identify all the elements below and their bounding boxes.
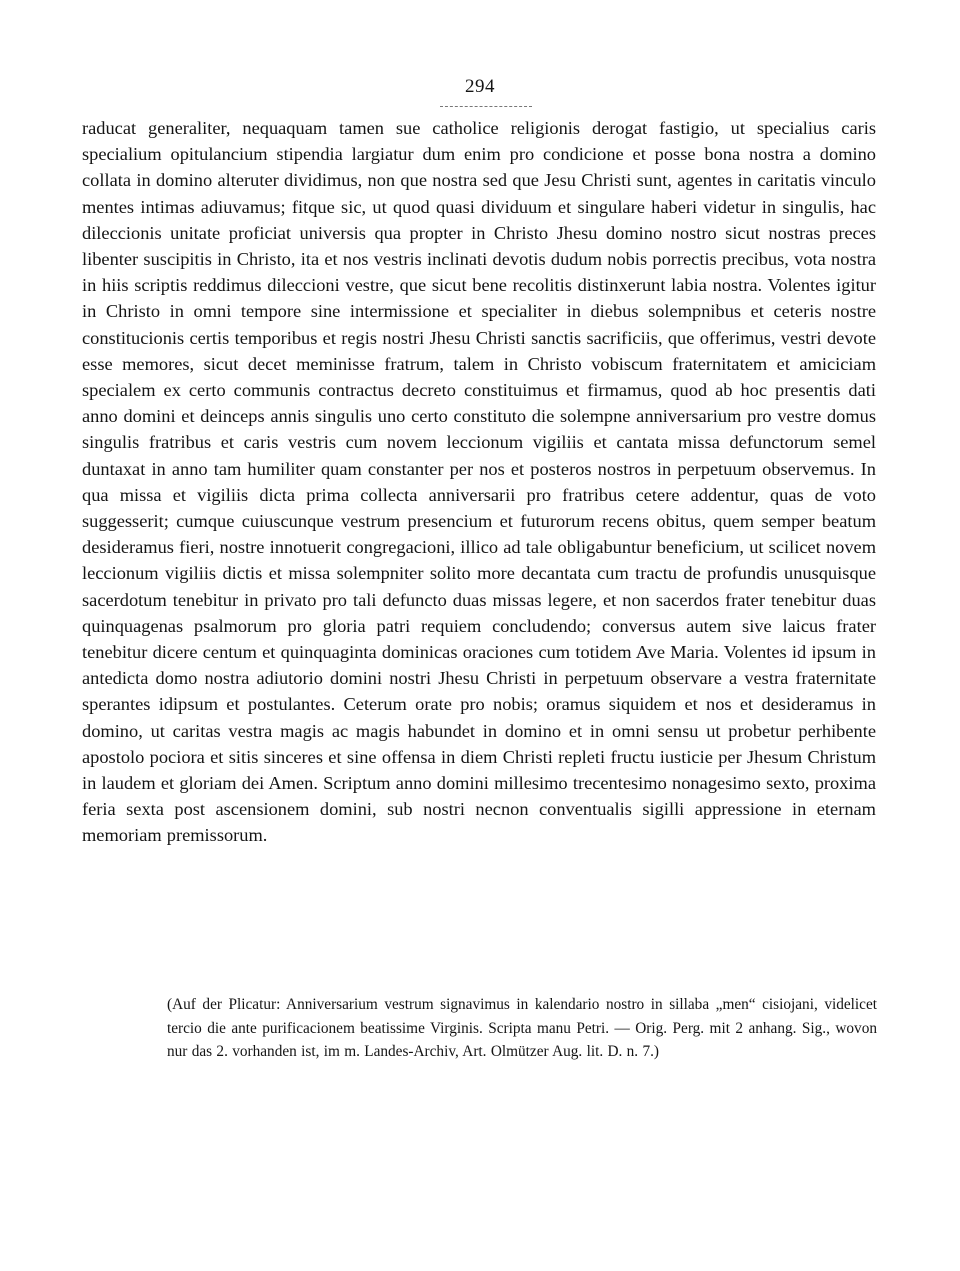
page-number-rule [440,106,532,107]
charter-text: raducat generaliter, nequaquam tamen sue catholice religionis derogat fastigio, ut specialius caris specialium opitulancium stipendia largiatur dum enim pro condicione et posse bona nostra a domino collata in domino alteruter dividimus, non que nostra sed que Jesu Christi sunt, agentes in caritatis vinculo mentes intimas adiuvamus; fitque sic, ut quod quasi dividuum et singulare haberi videtur in singulis, hac dileccionis unitate proficiat universis qua propter in Christo Jhesu domino nostro sicut nostras preces libenter suscipitis in Christo, ita et nos vestris inclinati devotis dudum nobis porrectis precibus, vota nostra in hiis scriptis reddimus dileccioni vestre, que sicut bene recolitis distinxerunt labia nostra. Volentes igitur in Christo in omni tempore sine intermissione et specialiter in diebus solempnibus et ceteris nostre constitucionis certis temporibus et regis nostri Jhesu Christi sanctis sacrificiis, que offerimus, vestri devote esse memores, sicut decet meminisse fratrum, talem in Christo vobiscum fraternitatem et amiciciam specialem ex certo communis contractus decreto constituimus et firmamus, quod ab hoc presentis dati anno domini et deinceps annis singulis uno certo constituto die solempne anniversarium pro vestre domus singulis fratribus et caris vestris cum novem leccionum vigiliis et cantata missa defunctorum semel duntaxat in anno tam humiliter quam constanter per nos et posteros nostros in perpetuum observemus. In qua missa et vigiliis dicta prima collecta anniversarii pro fratribus cetere addentur, quas de voto suggesserit; cumque cuiuscunque vestrum presencium et futurorum recens obitus, quem semper beatum desideramus fieri, nostre innotuerit congregacioni, illico ad tale obligabuntur beneficium, ut scilicet novem leccionum vigiliis dictis et missa solempniter solito more decantata cum tractu de profundis unusquisque sacerdotum tenebitur in privato pro tali defuncto duas missas legere, et non sacerdos frater tenebitur duas quinquagenas psalmorum pro gloria patri requiem concludendo; conversus autem sive laicus frater tenebitur dicere centum et quinquaginta dominicas oraciones cum totidem Ave Maria. Volentes id ipsum in antedicta domo nostra adiutorio domini nostri Jhesu Christi in perpetuum observare a vestra fraternitate sperantes idipsum et postulantes. Ceterum orate pro nobis; oramus siquidem et nos et desideramus in domino, ut caritas vestra magis ac magis habundet in domino et in omni sensu ut probetur perhibente apostolo pociora et sitis sinceres et sine offensa in diem Christi repleti fructu iusticie per Jhesum Christum in laudem et gloriam dei Amen. Scriptum anno domini millesimo trecentesimo nonagesimo sexto, proxima feria sexta post ascensionem domini, sub nostri necnon conventualis sigilli appressione in eternam memoriam premissorum. [82,118,876,846]
editorial-note: (Auf der Plicatur: Anniversarium vestrum signavimus in kalendario nostro in sillaba „men“ cisiojani, videlicet tercio die ante purificacionem beatissime Virginis. Scripta manu Petri. — Orig. Perg. mit 2 anhang. Sig., wovon nur das 2. vorhanden ist, im m. Landes-Archiv, Art. Olmützer Aug. lit. D. n. 7.) [167,996,877,1061]
page-number: 294 [465,76,495,97]
